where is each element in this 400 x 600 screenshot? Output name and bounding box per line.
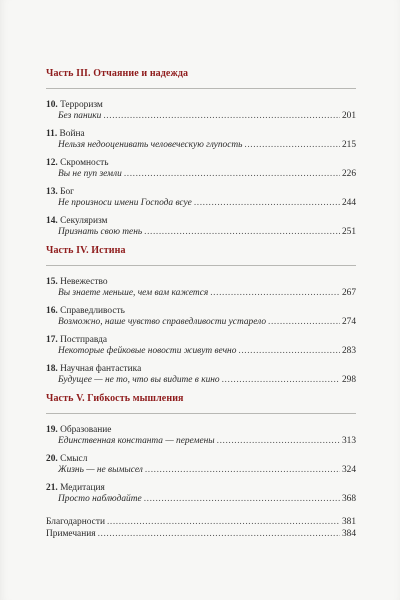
- chapter-number: 21.: [46, 483, 58, 493]
- chapter-subtitle: Признать свою тень: [58, 227, 143, 237]
- chapter-title: Терроризм: [60, 100, 103, 110]
- chapter-subtitle: Без паники: [58, 111, 102, 121]
- page-number: 324: [341, 465, 356, 475]
- entry-label: Примечания: [46, 529, 96, 539]
- chapter-number: 13.: [46, 187, 58, 197]
- chapter-number: 16.: [46, 306, 58, 316]
- chapter-number: 19.: [46, 425, 58, 435]
- chapter-number: 17.: [46, 335, 58, 345]
- chapter-subtitle: Жизнь — не вымысел: [58, 465, 143, 475]
- toc-entry[interactable]: [46, 100, 356, 122]
- table-of-contents: [46, 68, 356, 541]
- chapter-subtitle: Не произноси имени Господа всуе: [58, 198, 192, 208]
- page-number: 244: [341, 198, 356, 208]
- page-number: 226: [341, 169, 356, 179]
- chapter-title: Медитация: [60, 483, 105, 493]
- page-number: 368: [341, 494, 356, 504]
- toc-entry[interactable]: [46, 187, 356, 209]
- page-number: 251: [341, 227, 356, 237]
- chapter-title: Научная фантастика: [60, 364, 142, 374]
- chapter-subtitle: Единственная константа — перемены: [58, 436, 215, 446]
- chapter-title: Бог: [60, 187, 74, 197]
- chapter-title: Секуляризм: [60, 216, 108, 226]
- chapter-title: Война: [59, 129, 85, 139]
- page-number: 381: [341, 517, 356, 527]
- dot-leader: [244, 140, 340, 151]
- page-number: 201: [341, 111, 356, 121]
- dot-leader: [238, 346, 340, 357]
- dot-leader: [144, 227, 340, 238]
- chapter-title: Постправда: [60, 335, 108, 345]
- part-heading: Часть III. Отчаяние и надежда: [46, 68, 356, 89]
- toc-entry[interactable]: [46, 277, 356, 299]
- dot-leader: [145, 465, 340, 476]
- chapter-number: 14.: [46, 216, 58, 226]
- chapter-title: Смысл: [60, 454, 88, 464]
- dot-leader: [107, 517, 340, 528]
- chapter-subtitle: Вы не пуп земли: [58, 169, 122, 179]
- chapter-subtitle: Будущее — не то, что вы видите в кино: [58, 375, 220, 385]
- toc-entry[interactable]: [46, 158, 356, 180]
- part-heading: Часть IV. Истина: [46, 245, 356, 266]
- toc-entry[interactable]: [46, 483, 356, 505]
- page-number: 267: [341, 288, 356, 298]
- chapter-subtitle: Некоторые фейковые новости живут вечно: [58, 346, 237, 356]
- chapter-subtitle: Нельзя недооценивать человеческую глупость: [58, 140, 243, 150]
- toc-entry[interactable]: [46, 425, 356, 447]
- dot-leader: [194, 198, 340, 209]
- toc-entry[interactable]: [46, 216, 356, 238]
- dot-leader: [144, 494, 340, 505]
- toc-entry[interactable]: [46, 335, 356, 357]
- chapter-subtitle: Просто наблюдайте: [58, 494, 142, 504]
- chapter-subtitle: Возможно, наше чувство справедливости устарело: [58, 317, 267, 327]
- chapter-title: Справедливость: [60, 306, 125, 316]
- chapter-title: Образование: [60, 425, 112, 435]
- chapter-title: Скромность: [60, 158, 109, 168]
- chapter-number: 18.: [46, 364, 58, 374]
- dot-leader: [103, 111, 340, 122]
- toc-entry[interactable]: [46, 306, 356, 328]
- toc-entry-acknowledgements[interactable]: [46, 517, 356, 528]
- page-number: 384: [341, 529, 356, 539]
- page-number: 274: [341, 317, 356, 327]
- dot-leader: [98, 529, 340, 540]
- chapter-number: 12.: [46, 158, 58, 168]
- chapter-number: 10.: [46, 100, 58, 110]
- chapter-number: 11.: [46, 129, 58, 139]
- chapter-subtitle: Вы знаете меньше, чем вам кажется: [58, 288, 209, 298]
- end-matter: [46, 517, 356, 540]
- toc-entry[interactable]: [46, 129, 356, 151]
- chapter-number: 15.: [46, 277, 58, 287]
- entry-label: Благодарности: [46, 517, 105, 527]
- chapter-title: Невежество: [60, 277, 108, 287]
- dot-leader: [268, 317, 340, 328]
- part-heading: Часть V. Гибкость мышления: [46, 393, 356, 414]
- toc-entry-notes[interactable]: [46, 529, 356, 540]
- dot-leader: [222, 375, 340, 386]
- toc-entry[interactable]: [46, 364, 356, 386]
- chapter-number: 20.: [46, 454, 58, 464]
- page-number: 215: [341, 140, 356, 150]
- dot-leader: [217, 436, 340, 447]
- dot-leader: [124, 169, 340, 180]
- page-number: 313: [341, 436, 356, 446]
- toc-entry[interactable]: [46, 454, 356, 476]
- page-number: 283: [341, 346, 356, 356]
- page-number: 298: [341, 375, 356, 385]
- dot-leader: [210, 288, 340, 299]
